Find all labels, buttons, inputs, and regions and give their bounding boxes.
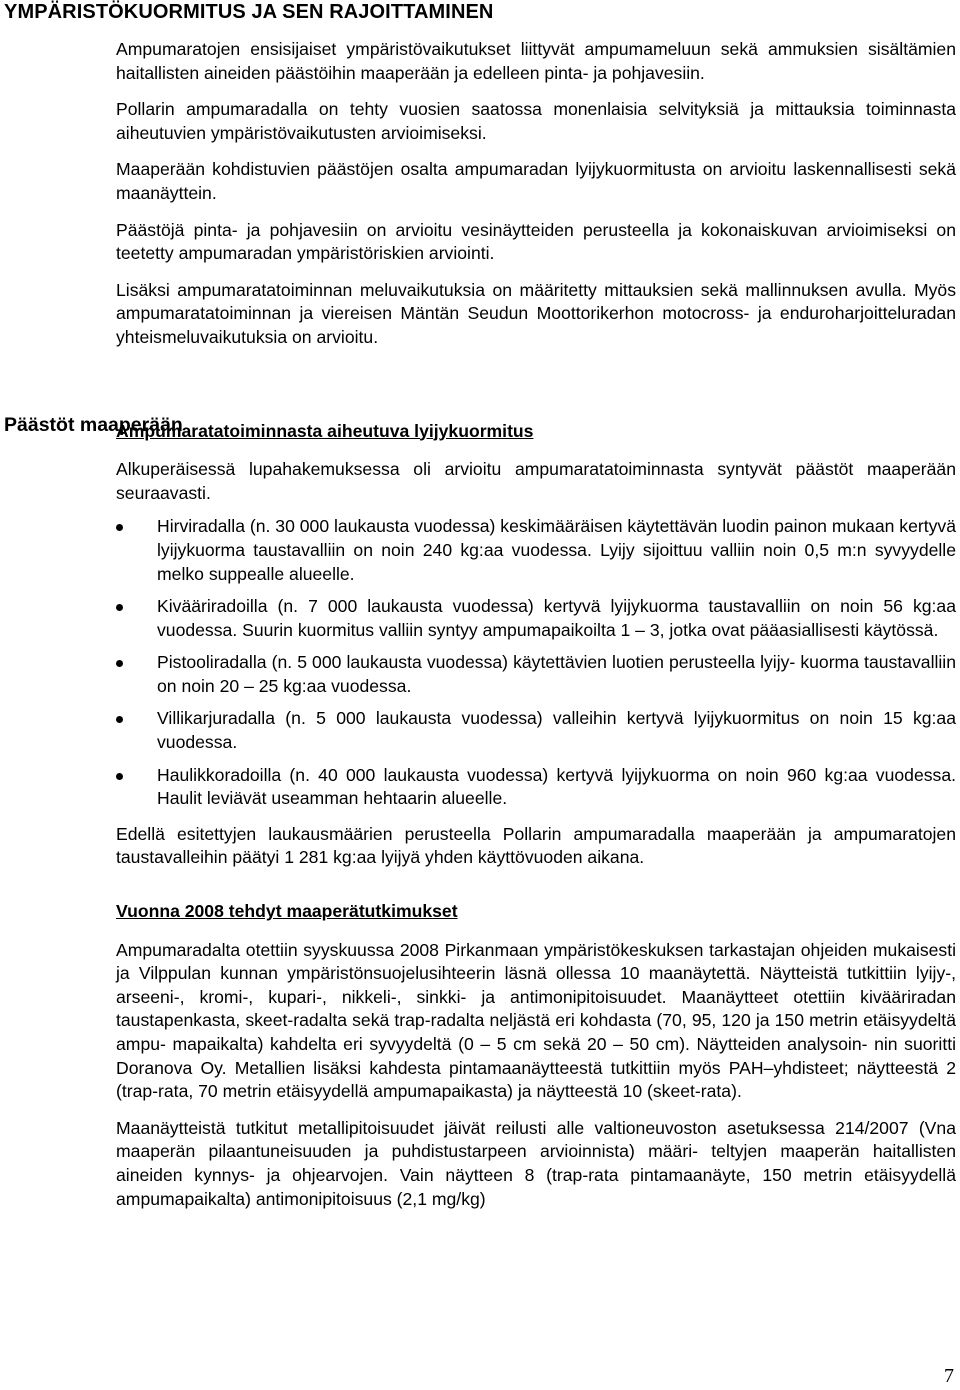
bullet-icon (116, 660, 123, 667)
list-item (116, 515, 956, 586)
lead-section-heading: Ampumaratatoiminnasta aiheutuva lyijykuormitus (116, 420, 534, 441)
bullet-icon (116, 604, 123, 611)
soil-section-paragraph: Ampumaradalta otettiin syyskuussa 2008 Pirkanmaan ympäristökeskuksen tarkastajan ohjeiden mukaisesti ja Vilppulan kunnan ympäristönsuojelusihteerin läsnä ollessa 10 maanäytettä. Näytteistä tutkittiin lyijy-, arseeni-, kromi-, kupari-, nikkeli-, sinkki- ja antimonipitoisuudet. Maanäytteet otettiin kivääriradan taustapenkasta, skeet-radalta sekä trap-radalta neljästä eri kohdasta (70, 95, 120 ja 150 metrin etäisyydeltä ampu- mapaikalta) kahdelta eri syvyydeltä (0 – 5 cm sekä 20 – 50 cm). Näytteiden analysoin- nin suoritti Doranova Oy. Metallien lisäksi kahdesta pintamaanäytteestä tutkittiin myös PAH–yhdisteet; näytteestä 2 (trap-rata, 70 metrin etäisyydellä ampumapaikasta) ja näytteestä 10 (skeet-rata). (116, 939, 956, 1102)
lead-section-intro: Alkuperäisessä lupahakemuksessa oli arvioitu ampumaratatoiminnasta syntyvät päästöt maaperään seuraavasti. (116, 459, 956, 503)
list-item (116, 595, 956, 642)
page-number: 7 (944, 1365, 954, 1387)
bullet-icon (116, 524, 123, 531)
list-item (116, 707, 956, 754)
lead-load-list (116, 515, 956, 811)
intro-paragraph: Lisäksi ampumaratatoiminnan meluvaikutuksia on määritetty mittauksien sekä mallinnuksen avulla. Myös ampumaratatoiminnan ja viereisen Mäntän Seudun Moottorikerhon motocross- ja enduroharjoitteluradan yhteismeluvaikutuksia on arvioitu. (116, 279, 956, 347)
list-item (116, 651, 956, 698)
list-item-text: Hirviradalla (n. 30 000 laukausta vuodessa) keskimääräisen käytettävän luodin painon mukaan kertyvä lyijykuorma taustavalliin on noin 240 kg:aa vuodessa. Lyijy sijoittuu valliin noin 0,5 m:n syvyydelle melko suppealle alueelle. (157, 516, 957, 584)
list-item-text: Pistooliradalla (n. 5 000 laukausta vuodessa) käytettävien luotien perusteella lyijy- kuorma taustavalliin on noin 20 – 25 kg:aa vuodessa. (157, 652, 956, 696)
lead-section-summary: Edellä esitettyjen laukausmäärien perusteella Pollarin ampumaradalla maaperään ja ampumaratojen taustavalleihin päätyi 1 281 kg:aa lyijyä yhden käyttövuoden aikana. (116, 823, 956, 868)
intro-paragraph: Ampumaratojen ensisijaiset ympäristövaikutukset liittyvät ampumameluun sekä ammuksien sisältämien haitallisten aineiden päästöihin maaperään ja edelleen pinta- ja pohjavesiin. (116, 39, 956, 83)
list-item (116, 764, 956, 811)
intro-paragraph: Pollarin ampumaradalla on tehty vuosien saatossa monenlaisia selvityksiä ja mittauksia toiminnasta aiheutuvien ympäristövaikutusten arvioimiseksi. (116, 99, 956, 143)
list-item-text: Villikarjuradalla (n. 5 000 laukausta vuodessa) valleihin kertyvä lyijykuormitus on noin 15 kg:aa vuodessa. (157, 708, 956, 753)
list-item-text: Haulikkoradoilla (n. 40 000 laukausta vuodessa) kertyvä lyijykuorma on noin 960 kg:aa vuodessa. Haulit leviävät useamman hehtaarin alueelle. (157, 764, 956, 809)
section-title: YMPÄRISTÖKUORMITUS JA SEN RAJOITTAMINEN (4, 1, 494, 23)
intro-paragraph: Päästöjä pinta- ja pohjavesiin on arvioitu vesinäytteiden perusteella ja kokonaiskuvan arvioimiseksi on teetetty ampumaradan ympäristöriskien arviointi. (116, 219, 956, 264)
side-heading: Päästöt maaperään (4, 414, 183, 436)
body-text (116, 38, 956, 1211)
bullet-icon (116, 773, 123, 780)
list-item-text: Kivääriradoilla (n. 7 000 laukausta vuodessa) kertyvä lyijykuorma taustavalliin on noin 56 kg:aa vuodessa. Suurin kuormitus valliin syntyy ampumapaikoilta 1 – 3, jotka ovat pääasiallisesti käytössä. (157, 596, 956, 640)
soil-section-heading: Vuonna 2008 tehdyt maaperätutkimukset (116, 901, 458, 922)
soil-section-paragraph: Maanäytteistä tutkitut metallipitoisuudet jäivät reilusti alle valtioneuvoston asetuksessa 214/2007 (Vna maaperän pilaantuneisuuden ja puhdistustarpeen arvioinnista) määri- teltyjen maaperän haitallisten aineiden kynnys- ja ohjearvojen. Vain näytteen 8 (trap-rata pintamaanäyte, 150 metrin etäisyydellä ampumapaikalta) antimonipitoisuus (2,1 mg/kg) (116, 1117, 956, 1209)
intro-paragraph: Maaperään kohdistuvien päästöjen osalta ampumaradan lyijykuormitusta on arvioitu laskennallisesti sekä maanäyttein. (116, 159, 956, 203)
bullet-icon (116, 716, 123, 723)
